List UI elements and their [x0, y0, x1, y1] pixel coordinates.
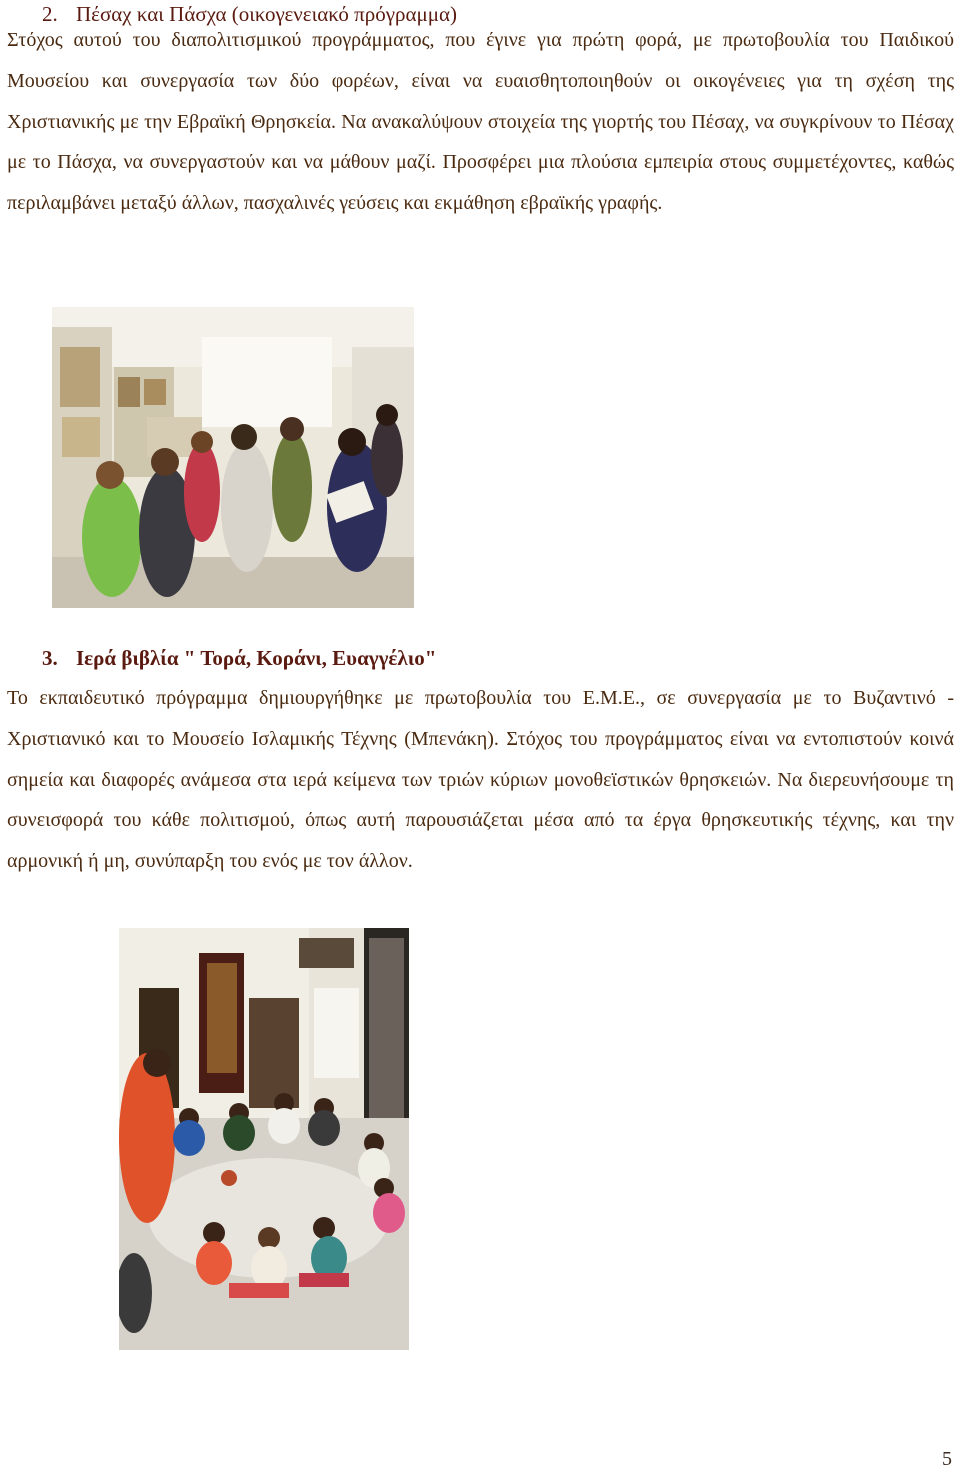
- section-title: Ιερά βιβλία " Τορά, Κοράνι, Ευαγγέλιο": [76, 646, 437, 670]
- museum-visitors-photo: [52, 307, 414, 608]
- children-workshop-photo: [119, 928, 409, 1350]
- section-paragraph-pesach-pascha: Στόχος αυτού του διαπολιτισμικού προγράμματος, που έγινε για πρώτη φορά, με πρωτοβουλία του Παιδικού Μουσείου και συνεργασία των δύο φορέων, είναι να ευαισθητοποιηθούν οι οικογένειες για τη σχέση της Χριστιανικής με την Εβραϊκή Θρησκεία. Να ανακαλύψουν στοιχεία της γιορτής του Πέσαχ, να συγκρίνουν το Πέσαχ με το Πάσχα, να συνεργαστούν και να μάθουν μαζί. Προσφέρει μια πλούσια εμπειρία στους συμμετέχοντες, καθώς περιλαμβάνει μεταξύ άλλων, πασχαλινές γεύσεις και εκμάθηση εβραϊκής γραφής.: [7, 29, 954, 215]
- section-title: Πέσαχ και Πάσχα (οικογενειακό πρόγραμμα): [76, 2, 457, 26]
- page-number: 5: [942, 1448, 952, 1470]
- section-heading-holy-books: [42, 644, 436, 672]
- section-number: 2.: [42, 2, 58, 26]
- section-number: 3.: [42, 646, 58, 670]
- section-paragraph-holy-books: Το εκπαιδευτικό πρόγραμμα δημιουργήθηκε με πρωτοβουλία του Ε.Μ.Ε., σε συνεργασία με το Βυζαντινό - Χριστιανικό και το Μουσείο Ισλαμικής Τέχνης (Μπενάκη). Στόχος του προγράμματος είναι να εντοπιστούν κοινά σημεία και διαφορές ανάμεσα στα ιερά κείμενα των τριών κύριων μονοθεϊστικών θρησκειών. Να διερευνήσουμε τη συνεισφορά του κάθε πολιτισμού, όπως αυτή παρουσιάζεται μέσα από τα έργα θρησκευτικής τέχνης, και την αρμονική ή μη, συνύπαρξη του ενός με τον άλλον.: [7, 687, 954, 873]
